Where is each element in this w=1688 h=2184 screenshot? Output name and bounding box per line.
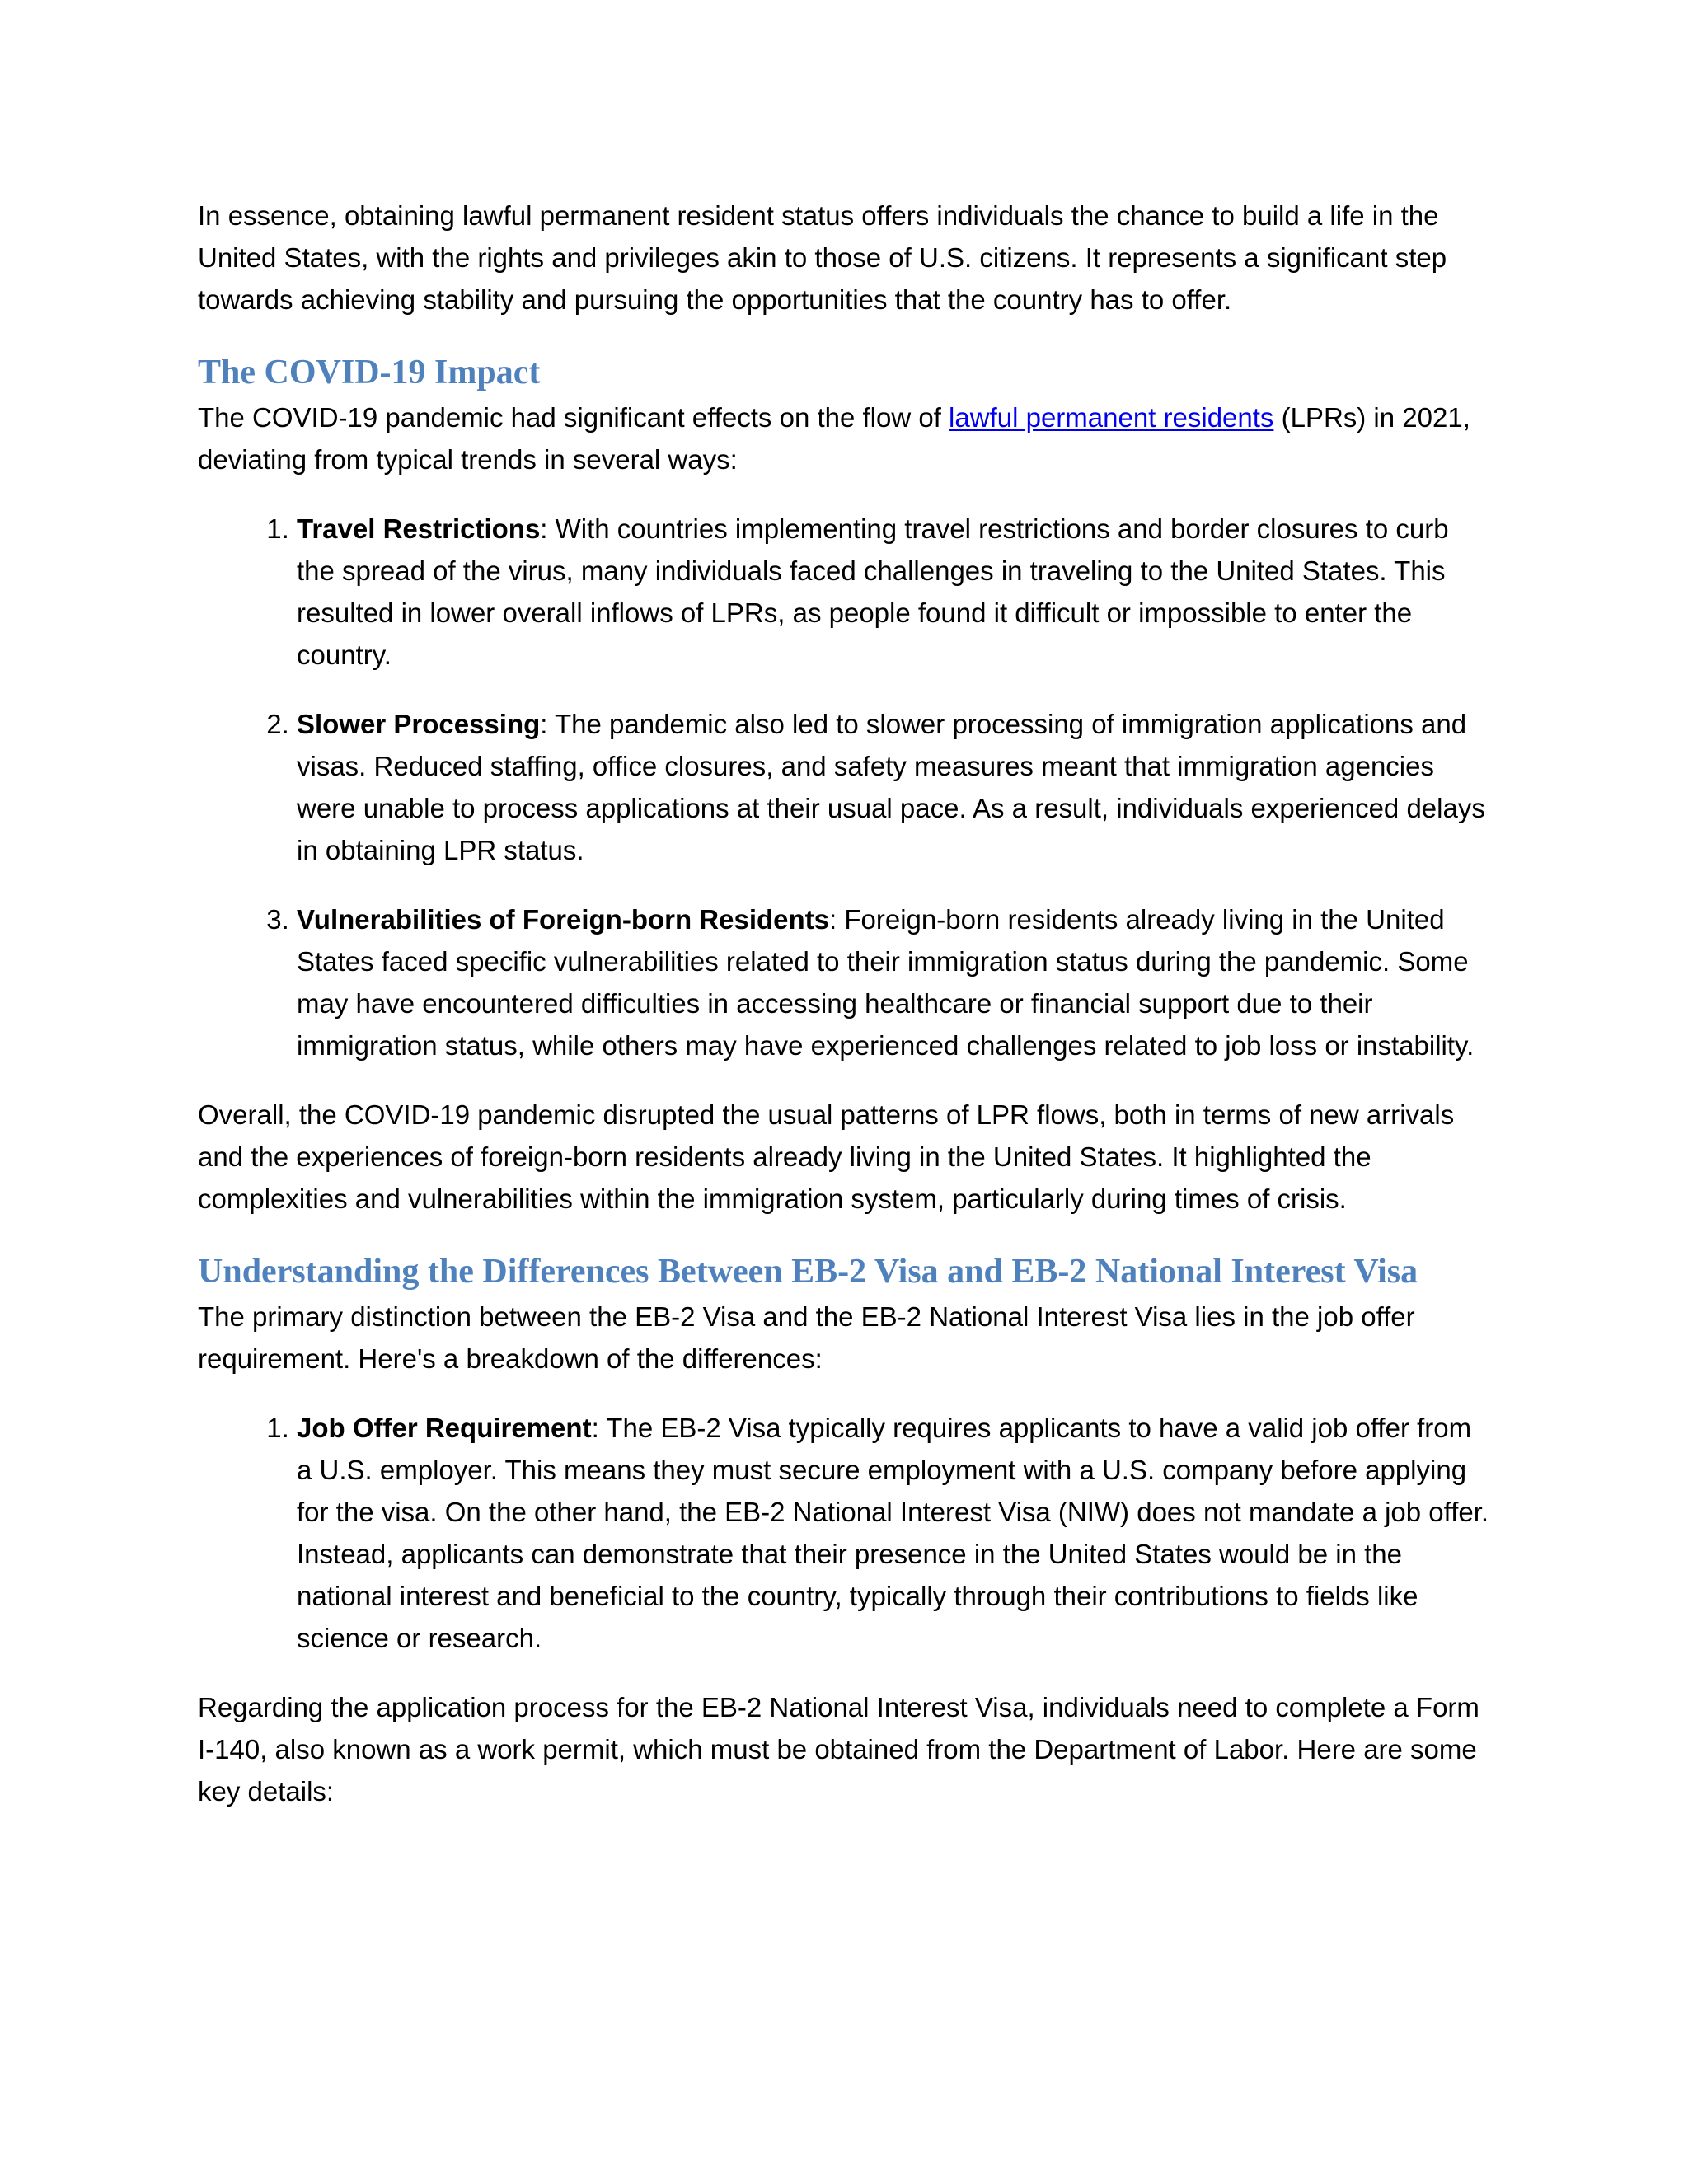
covid-lead-before: The COVID-19 pandemic had significant effects on the flow of: [198, 402, 950, 433]
eb2-heading: Understanding the Differences Between EB-2 Visa and EB-2 National Interest Visa: [198, 1253, 1418, 1291]
intro-paragraph: In essence, obtaining lawful permanent resident status offers individuals the chance to build a life in the United States, with the rights and privileges akin to those of U.S. citizens. It represents a significant step towards achieving stability and pursuing the opportunities that the country has to offer.: [198, 200, 1447, 315]
list-item: [297, 1407, 1493, 1659]
list-item-title: Slower Processing: [297, 709, 541, 739]
list-item-text: : The pandemic also led to slower processing of immigration applications and visas. Reduced staffing, office closures, and safety measures meant that immigration agencies were unable to process applications at their usual pace. As a result, individuals experienced delays in obtaining LPR status.: [297, 709, 1485, 865]
document-page: [198, 194, 1493, 1840]
list-item-text: : Foreign-born residents already living in the United States faced specific vulnerabilities related to their immigration status during the pandemic. Some may have encountered difficulties in accessing healthcare or financial support due to their immigration status, while others may have experienced challenges related to job loss or instability.: [297, 904, 1475, 1061]
covid-heading: The COVID-19 Impact: [198, 354, 541, 391]
list-item: [297, 898, 1493, 1066]
list-item-title: Travel Restrictions: [297, 513, 541, 544]
list-item-text: : With countries implementing travel restrictions and border closures to curb the spread of the virus, many individuals faced challenges in traveling to the United States. This resulted in lower overall inflows of LPRs, as people found it difficult or impossible to enter the country.: [297, 513, 1449, 670]
list-item-text: : The EB-2 Visa typically requires applicants to have a valid job offer from a U.S. employer. This means they must secure employment with a U.S. company before applying for the visa. On the other hand, the EB-2 National Interest Visa (NIW) does not mandate a job offer. Instead, applicants can demonstrate that their presence in the United States would be in the national interest and beneficial to the country, typically through their contributions to fields like science or research.: [297, 1413, 1489, 1653]
list-item: [297, 508, 1493, 676]
covid-effects-list: [198, 508, 1493, 1066]
list-item-title: Job Offer Requirement: [297, 1413, 592, 1443]
covid-conclusion-paragraph: Overall, the COVID-19 pandemic disrupted the usual patterns of LPR flows, both in terms of new arrivals and the experiences of foreign-born residents already living in the United States. It highlighted the complexities and vulnerabilities within the immigration system, particularly during times of crisis.: [198, 1099, 1455, 1214]
covid-lead-after: (LPRs) in 2021, deviating from typical trends in several ways:: [198, 402, 1470, 475]
covid-lead-paragraph: [198, 396, 1493, 480]
lawful-permanent-residents-link[interactable]: lawful permanent residents: [949, 402, 1274, 433]
eb2-application-paragraph: Regarding the application process for the EB-2 National Interest Visa, individuals need to complete a Form I-140, also known as a work permit, which must be obtained from the Department of Labor. Here are some key details:: [198, 1692, 1479, 1807]
list-item: [297, 703, 1493, 871]
eb2-differences-list: [198, 1407, 1493, 1659]
list-item-title: Vulnerabilities of Foreign-born Residents: [297, 904, 830, 935]
eb2-lead-paragraph: The primary distinction between the EB-2 Visa and the EB-2 National Interest Visa lies in the job offer requirement. Here's a breakdown of the differences:: [198, 1301, 1415, 1374]
